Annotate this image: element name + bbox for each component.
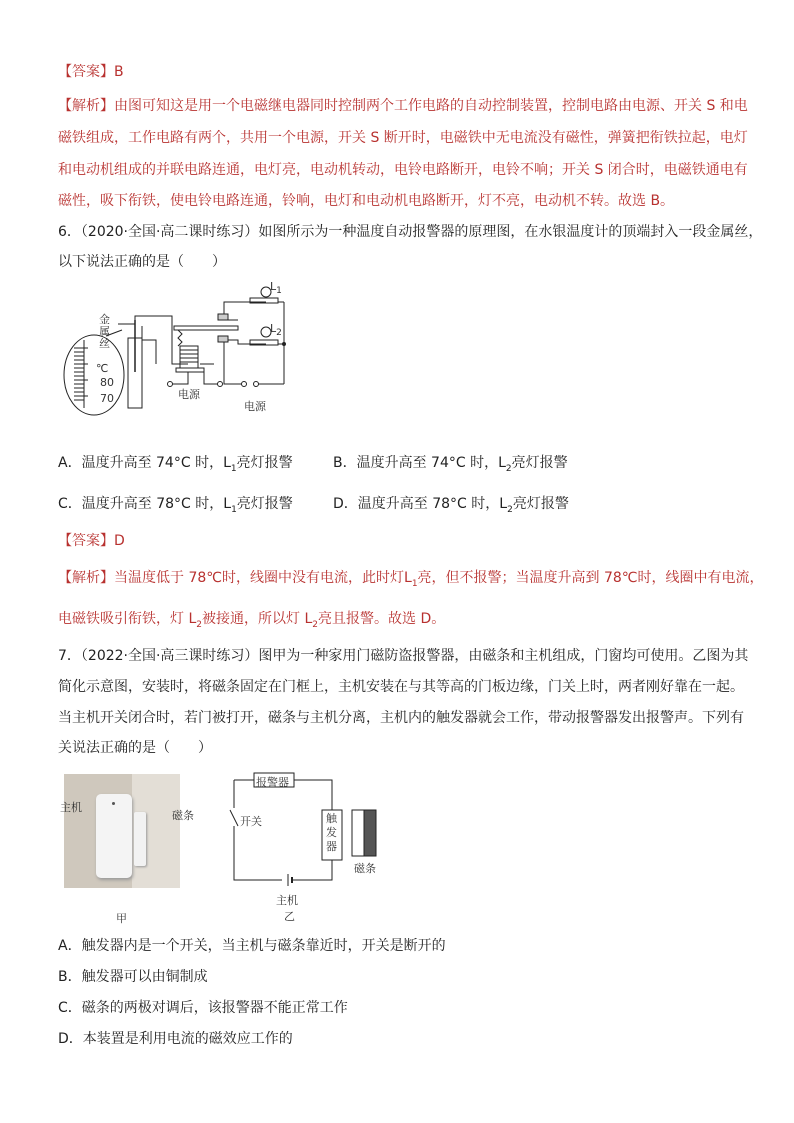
q6-option-a: A．温度升高至 74°C 时，$L_1$亮灯报警	[58, 455, 293, 474]
q7-option-b: B．触发器可以由铜制成	[58, 969, 208, 985]
metal-wire-label: 金 属 丝	[99, 313, 110, 350]
host-unit	[96, 794, 132, 878]
power-label-2: 电源	[244, 400, 266, 413]
q5-answer	[58, 62, 124, 82]
q6-analysis-line-1: 【解析】当温度低于 78℃时，线圈中没有电流，此时灯$L_1$亮，但不报警；当温度升高到 78℃时，线圈中有电流，	[58, 570, 764, 589]
q7-option-c: C．磁条的两极对调后，该报警器不能正常工作	[58, 1000, 348, 1016]
q6-option-c: C．温度升高至 78°C 时，$L_1$亮灯报警	[58, 496, 293, 515]
thermometer-tick-70: 70	[100, 392, 114, 405]
power-label-1: 电源	[178, 388, 200, 401]
q6-stem-line-2: 以下说法正确的是（ ）	[58, 254, 226, 270]
q6-answer: 【答案】D	[58, 533, 125, 549]
relay-coil	[180, 346, 198, 368]
thermometer-unit: ℃	[96, 362, 109, 375]
magnet-strip-white	[352, 810, 364, 856]
q7-option-a: A．触发器内是一个开关，当主机与磁条靠近时，开关是断开的	[58, 938, 446, 954]
q5-analysis-line-4: 磁性，吸下衔铁，使电铃电路连通，铃响，电灯和电动机电路断开，灯不亮，电动机不转。故选 B。	[58, 193, 675, 209]
armature	[174, 326, 238, 330]
switch-blade	[230, 810, 238, 826]
lamp-l1-label: $L_1$	[270, 280, 282, 297]
photo-strip-label: 磁条	[172, 809, 194, 822]
q5-analysis-line-1: 【解析】由图可知这是用一个电磁继电器同时控制两个工作电路的自动控制装置，控制电路由电源、开关 S 和电	[58, 98, 748, 114]
q6-option-b: B．温度升高至 74°C 时，$L_2$亮灯报警	[333, 455, 568, 474]
q7-stem-line-2: 简化示意图，安装时，将磁条固定在门框上，主机安装在与其等高的门板边缘，门关上时，两者刚好靠在一起。	[58, 679, 744, 695]
q7-stem-line-3: 当主机开关闭合时，若门被打开，磁条与主机分离，主机内的触发器就会工作，带动报警器发出报警声。下列有	[58, 710, 744, 726]
host-label: 主机	[276, 894, 298, 907]
caption-jia: 甲	[116, 912, 127, 925]
thermometer-tick-80: 80	[100, 376, 114, 389]
trigger-label: 触 发 器	[326, 812, 337, 853]
lamp-l2-label: $L_2$	[270, 322, 282, 339]
alarm-label: 报警器	[256, 776, 289, 789]
q5-analysis-line-3: 和电动机组成的并联电路连通，电灯亮，电动机转动，电铃电路断开，电铃不响；开关 S 闭合时，电磁铁通电有	[58, 162, 748, 178]
door-sensor-photo	[64, 774, 180, 888]
photo-host-label: 主机	[60, 801, 82, 814]
magnet-strip-unit	[134, 812, 146, 866]
caption-yi: 乙	[284, 910, 295, 923]
q5-analysis-line-2: 磁铁组成，工作电路有两个，共用一个电源，开关 S 断开时，电磁铁中无电流没有磁性，弹簧把衔铁拉起，电灯	[58, 130, 748, 146]
magnet-strip-dark	[364, 810, 376, 856]
q7-option-d: D．本装置是利用电流的磁效应工作的	[58, 1031, 293, 1047]
q6-stem-line-1: 6．（2020·全国·高二课时练习）如图所示为一种温度自动报警器的原理图，在水银温度计的顶端封入一段金属丝，	[58, 224, 763, 240]
switch-label: 开关	[240, 815, 262, 828]
thermometer-scale	[74, 340, 88, 408]
q6-analysis-line-2: 电磁铁吸引衔铁，灯 $L_2$被接通，所以灯 $L_2$亮且报警。故选 D。	[58, 611, 446, 630]
thermometer-outline	[64, 335, 124, 415]
answer-value: B	[114, 64, 124, 80]
answer-tag: 【答案】	[58, 64, 114, 80]
strip-label: 磁条	[354, 862, 376, 875]
analysis-tag: 【解析】	[58, 98, 114, 114]
q6-option-d: D．温度升高至 78°C 时，$L_2$亮灯报警	[333, 496, 569, 515]
q7-stem-line-1: 7．（2022·全国·高三课时练习）图甲为一种家用门磁防盗报警器，由磁条和主机组成，门窗均可使用。乙图为其	[58, 648, 749, 664]
q7-stem-line-4: 关说法正确的是（ ）	[58, 740, 212, 756]
